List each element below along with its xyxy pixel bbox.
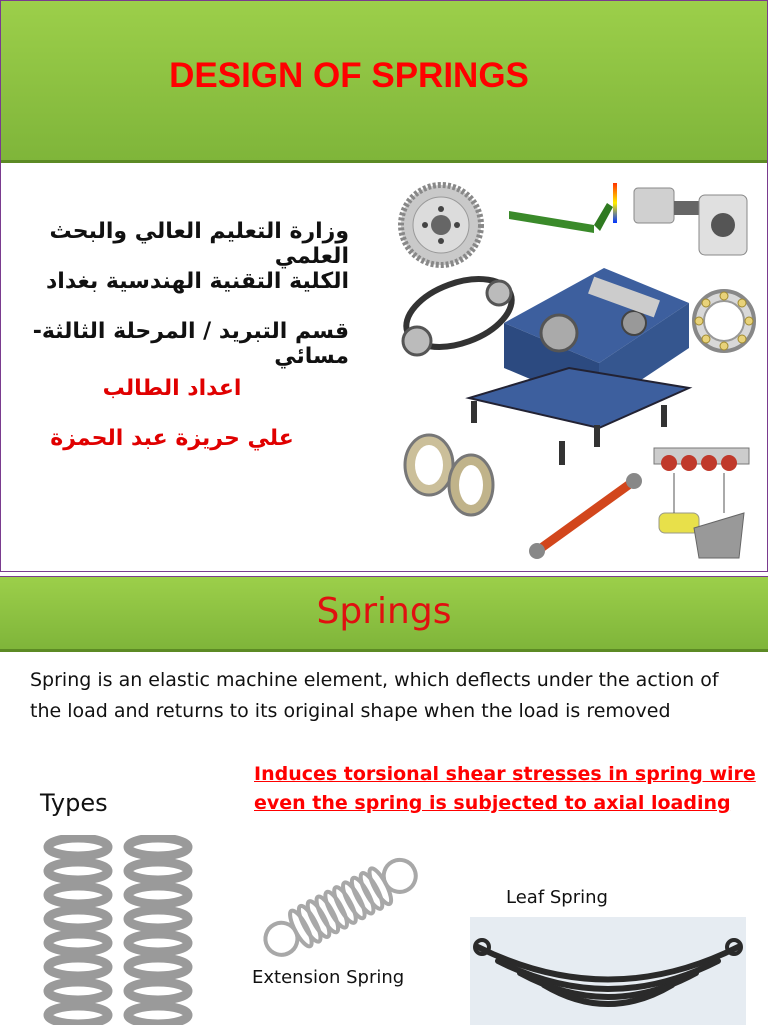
torsional-note-line-2: even the spring is subjected to axial loading bbox=[254, 792, 731, 814]
types-label: Types bbox=[40, 789, 108, 817]
springs-header bbox=[0, 577, 768, 652]
hoist-assembly-image bbox=[654, 448, 749, 558]
torsional-note-line-1: Induces torsional shear stresses in spring wire bbox=[254, 763, 756, 785]
beam-image bbox=[509, 183, 617, 233]
department-line: قسم التبريد / المرحلة الثالثة- مسائي bbox=[32, 319, 349, 369]
ministry-line: وزارة التعليم العالي والبحث العلمي bbox=[49, 219, 349, 269]
extension-spring-label: Extension Spring bbox=[252, 967, 405, 988]
student-name: علي حريزة عبد الحمزة bbox=[50, 426, 294, 451]
springs-title: Springs bbox=[316, 591, 452, 632]
gear-image bbox=[401, 185, 481, 265]
leaf-spring-image bbox=[470, 917, 746, 1025]
compression-spring-image bbox=[40, 835, 200, 1025]
spring-definition: Spring is an elastic machine element, which deflects under the action of the load and returns to its original shape when the load is removed bbox=[30, 669, 719, 722]
extension-spring-image bbox=[255, 845, 430, 960]
machine-elements-illustration bbox=[389, 173, 759, 571]
title-header bbox=[1, 1, 767, 163]
roller-bearing-image bbox=[405, 435, 493, 515]
prepared-by-label: اعداد الطالب bbox=[102, 376, 242, 401]
springs-slide bbox=[0, 576, 768, 1024]
slide-title: DESIGN OF SPRINGS bbox=[169, 56, 529, 95]
drive-shaft-image bbox=[529, 473, 642, 559]
ball-bearing-image bbox=[694, 291, 754, 351]
leaf-spring-label: Leaf Spring bbox=[506, 887, 608, 908]
belt-drive-image bbox=[397, 266, 521, 360]
coupling-image bbox=[634, 188, 747, 255]
college-line: الكلية التقنية الهندسية بغداد bbox=[46, 269, 349, 294]
torsional-note bbox=[254, 760, 764, 818]
